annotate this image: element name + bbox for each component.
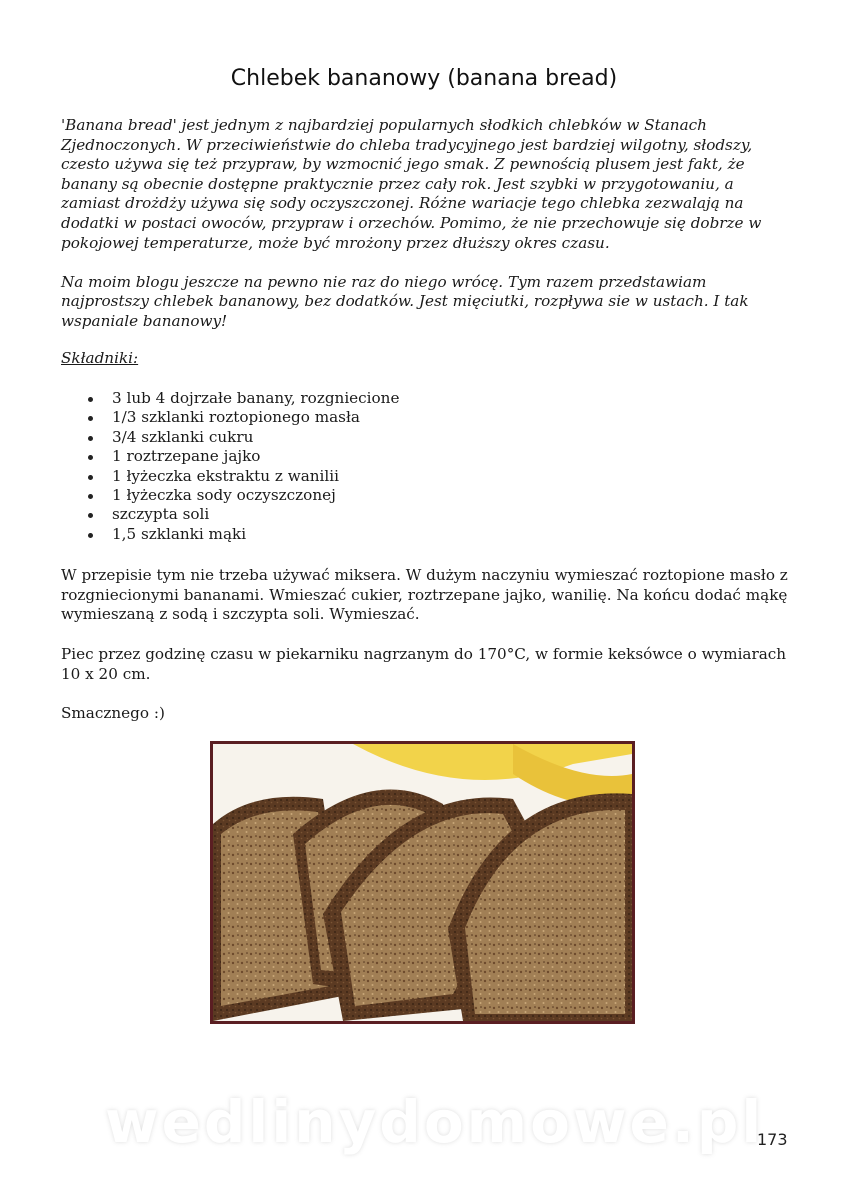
closing-text: Smacznego :) <box>61 704 165 722</box>
ingredient-item: 3 lub 4 dojrzałe banany, rozgniecione <box>61 389 399 408</box>
page-title: Chlebek bananowy (banana bread) <box>230 66 618 91</box>
intro-paragraph-1: 'Banana bread' jest jednym z najbardziej popularnych słodkich chlebków w Stanach Zjednoczonych. W przeciwieństwie do chleba tradycyjnego jest bardziej wilgotny, słodszy, czesto używa się też przypraw, by wzmocnić jego smak. Z pewnością plusem jest fakt, że banany są obecnie dostępne praktycznie przez cały rok. Jest szybki w przygotowaniu, a zamiast drożdży używa się sody oczyszczonej. Różne wariacje tego chlebka zezwalają na dodatki w postaci owoców, przypraw i orzechów. Pomimo, że nie przechowuje się dobrze w pokojowej temperaturze, może być mrożony przez dłuższy okres czasu. <box>61 116 762 252</box>
ingredient-item: 1/3 szklanki roztopionego masła <box>61 408 399 427</box>
ingredient-item: 1,5 szklanki mąki <box>61 525 399 544</box>
ingredient-item: 1 roztrzepane jajko <box>61 447 399 466</box>
intro-section <box>61 116 781 351</box>
instructions-baking: Piec przez godzinę czasu w piekarniku nagrzanym do 170°C, w formie keksówce o wymiarach 10 x 20 cm. <box>61 645 787 683</box>
instructions-mixing: W przepisie tym nie trzeba używać miksera. W dużym naczyniu wymieszać roztopione masło z rozgniecionymi bananami. Wmieszać cukier, roztrzepane jajko, wanilię. Na końcu dodać mąkę wymieszaną z sodą i szczypta soli. Wymieszać. <box>61 566 788 624</box>
banana-bread-illustration <box>213 744 632 1021</box>
ingredient-item: szczypta soli <box>61 505 399 524</box>
page-number: 173 <box>757 1130 788 1149</box>
ingredient-item: 1 łyżeczka sody oczyszczonej <box>61 486 399 505</box>
ingredients-list <box>61 389 399 544</box>
intro-paragraph-2: Na moim blogu jeszcze na pewno nie raz do niego wrócę. Tym razem przedstawiam najprostszy chlebek bananowy, bez dodatków. Jest mięciutki, rozpływa sie w ustach. I tak wspaniale bananowy! <box>61 272 749 330</box>
ingredients-heading: Składniki: <box>61 349 139 367</box>
ingredient-item: 1 łyżeczka ekstraktu z wanilii <box>61 467 399 486</box>
banana-bread-photo <box>210 741 635 1024</box>
ingredient-item: 3/4 szklanki cukru <box>61 428 399 447</box>
watermark: wedlinydomowe.pl <box>105 1088 765 1156</box>
